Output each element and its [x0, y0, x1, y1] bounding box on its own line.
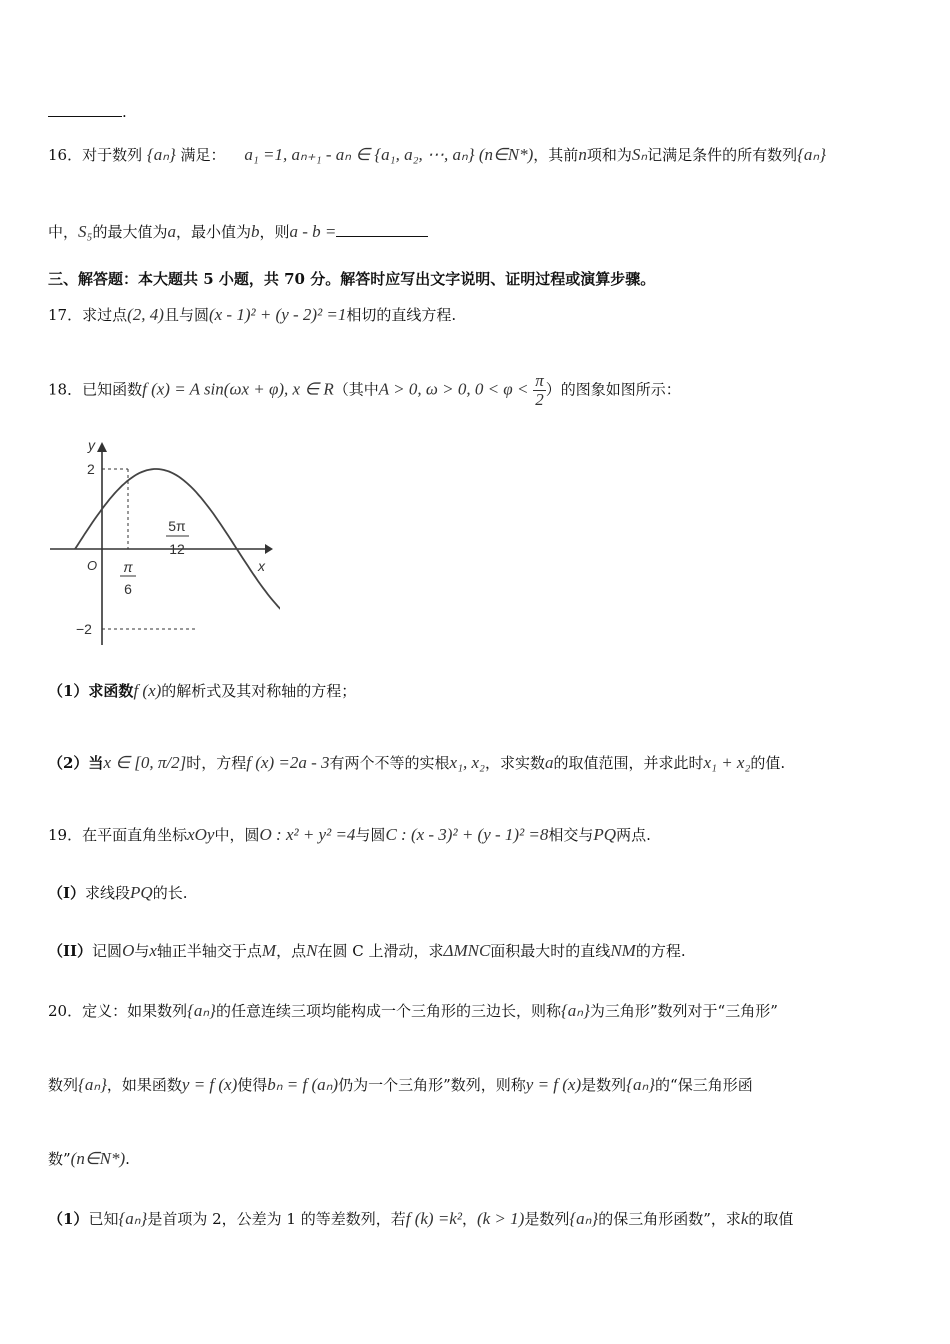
- question-18: 18．已知函数f (x) = A sin(ωx + φ), x ∈ R（其中A > 0, ω > 0, 0 < φ < $\frac{\pi}{2}$ ）的图象如图所示：: [48, 371, 681, 409]
- answer-blank-16: [336, 220, 428, 237]
- question-18-part2: （2）当x ∈ [0, π/2]时，方程f (x) =2a - 3有两个不等的实根x₁, x₂，求实数a的取值范围，并求此时x₁ + x₂的值.: [48, 753, 786, 772]
- question-19-part1: （I）求线段PQ的长.: [48, 883, 188, 902]
- question-19: 19．在平面直角坐标xOy中，圆O : x² + y² =4与圆C : (x - 3)² + (y - 1)² =8相交与PQ两点.: [48, 825, 651, 844]
- sine-graph: [40, 430, 280, 650]
- fraction-pi-over-2: $\frac{\pi}{2}$: [535, 371, 544, 409]
- section-3-heading: 三、解答题：本大题共 5 小题，共 70 分。解答时应写出文字说明、证明过程或演算步骤。: [48, 270, 656, 288]
- question-16-line1: 16．对于数列 {aₙ} 满足： a₁ =1, aₙ₊₁ - aₙ ∈ {a₁, a₂, ⋯, aₙ} (n∈N*)，其前n项和为Sₙ记满足条件的所有数列{aₙ}: [48, 145, 826, 164]
- origin-label: O: [87, 558, 98, 573]
- tick-pi-6-den: 6: [124, 581, 132, 597]
- tick-5pi-12-num: 5π: [168, 518, 186, 534]
- x-axis-arrow: [265, 544, 273, 554]
- question-20-line3: 数”(n∈N*).: [48, 1149, 130, 1168]
- x-axis-label: x: [258, 558, 265, 574]
- y-axis-label: y: [88, 437, 95, 453]
- question-17: 17．求过点(2, 4)且与圆(x - 1)² + (y - 2)² =1相切的直线方程.: [48, 305, 457, 324]
- blank-line: [48, 100, 122, 117]
- question-20-line2: 数列{aₙ}，如果函数y = f (x)使得bₙ = f (aₙ)仍为一个三角形”数列，则称y = f (x)是数列{aₙ}的“保三角形函: [48, 1075, 753, 1094]
- question-20-line1: 20．定义：如果数列{aₙ}的任意连续三项均能构成一个三角形的三边长，则称{aₙ}为三角形”数列对于“三角形”: [48, 1001, 778, 1020]
- question-19-part2: （II）记圆O与x轴正半轴交于点M，点N在圆 C 上滑动，求ΔMNC面积最大时的直线NM的方程.: [48, 941, 686, 960]
- tick-5pi-12-den: 12: [169, 541, 185, 557]
- tick-pi-6-num: π: [123, 559, 133, 575]
- y-axis-arrow: [97, 442, 107, 452]
- question-16-line2: 中，S₅的最大值为a，最小值为b，则a - b =: [48, 220, 910, 243]
- answer-blank-top: .: [48, 100, 910, 123]
- question-20-part1: （1）已知{aₙ}是首项为 2，公差为 1 的等差数列，若f (k) =k²，(k > 1)是数列{aₙ}的保三角形函数”，求k的取值: [48, 1209, 794, 1228]
- y-min-label: −2: [76, 621, 92, 637]
- question-18-part1: （1）求函数f (x)的解析式及其对称轴的方程；: [48, 681, 357, 700]
- y-max-label: 2: [87, 461, 95, 477]
